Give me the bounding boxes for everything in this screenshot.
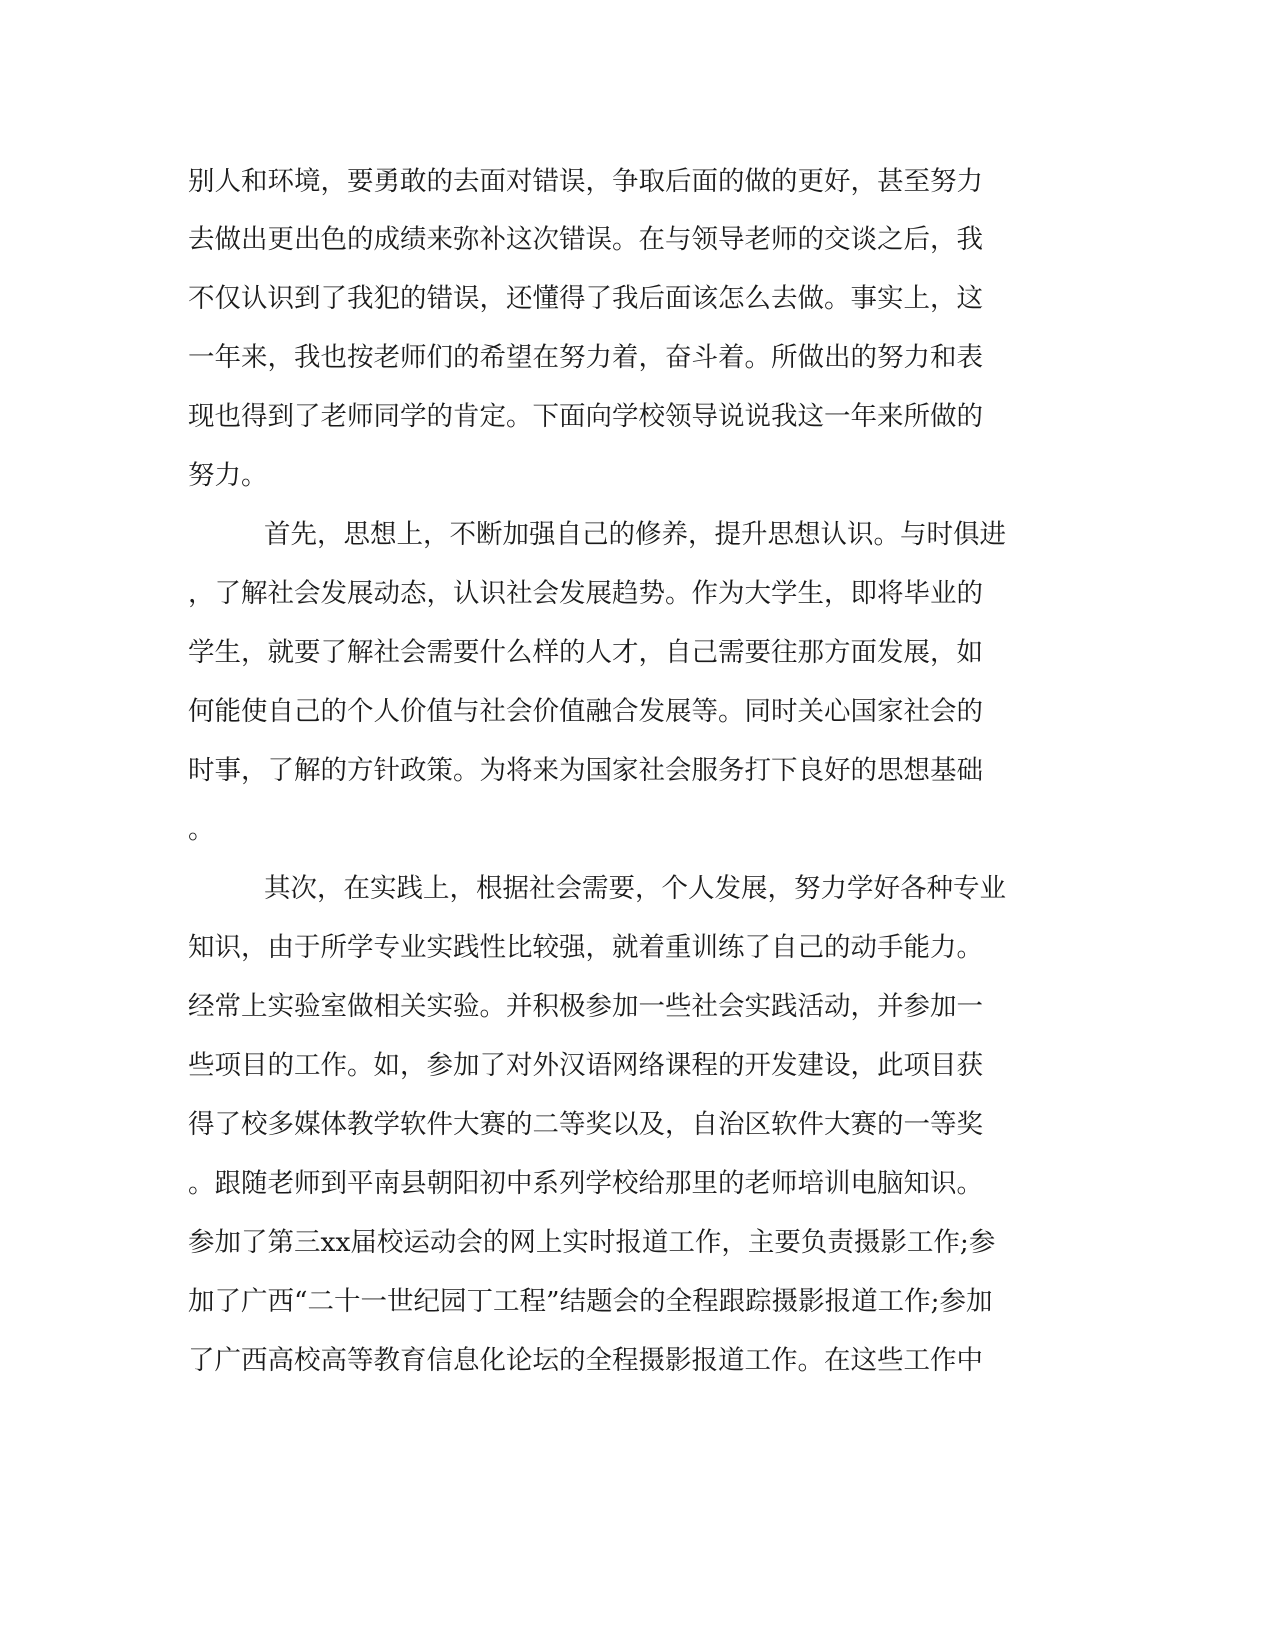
text-line: 别人和环境，要勇敢的去面对错误，争取后面的做的更好，甚至努力 <box>188 166 983 197</box>
text-line: 现也得到了老师同学的肯定。下面向学校领导说说我这一年来所做的 <box>188 401 983 432</box>
text-line: 不仅认识到了我犯的错误，还懂得了我后面该怎么去做。事实上，这 <box>188 283 983 314</box>
text-line: 去做出更出色的成绩来弥补这次错误。在与领导老师的交谈之后，我 <box>188 224 983 255</box>
text-line: 知识，由于所学专业实践性比较强，就着重训练了自己的动手能力。 <box>188 932 983 963</box>
text-line: 。跟随老师到平南县朝阳初中系列学校给那里的老师培训电脑知识。 <box>188 1168 983 1199</box>
text-line: 时事，了解的方针政策。为将来为国家社会服务打下良好的思想基础 <box>188 755 983 786</box>
text-line: 。 <box>188 814 215 845</box>
text-line: 学生，就要了解社会需要什么样的人才，自己需要往那方面发展，如 <box>188 637 983 668</box>
text-line: 参加了第三xx届校运动会的网上实时报道工作，主要负责摄影工作;参 <box>188 1227 996 1258</box>
text-line: 了广西高校高等教育信息化论坛的全程摄影报道工作。在这些工作中 <box>188 1345 983 1376</box>
text-line: 努力。 <box>188 460 268 491</box>
text-line: 首先，思想上，不断加强自己的修养，提升思想认识。与时俱进 <box>264 519 1006 550</box>
text-line: ，了解社会发展动态，认识社会发展趋势。作为大学生，即将毕业的 <box>188 578 983 609</box>
text-line: 何能使自己的个人价值与社会价值融合发展等。同时关心国家社会的 <box>188 696 983 727</box>
text-line: 些项目的工作。如，参加了对外汉语网络课程的开发建设，此项目获 <box>188 1050 983 1081</box>
text-line: 一年来，我也按老师们的希望在努力着，奋斗着。所做出的努力和表 <box>188 342 983 373</box>
text-line: 加了广西“二十一世纪园丁工程”结题会的全程跟踪摄影报道工作;参加 <box>188 1286 993 1317</box>
text-line: 经常上实验室做相关实验。并积极参加一些社会实践活动，并参加一 <box>188 991 983 1022</box>
text-line: 得了校多媒体教学软件大赛的二等奖以及，自治区软件大赛的一等奖 <box>188 1109 983 1140</box>
text-line: 其次，在实践上，根据社会需要，个人发展，努力学好各种专业 <box>264 873 1006 904</box>
